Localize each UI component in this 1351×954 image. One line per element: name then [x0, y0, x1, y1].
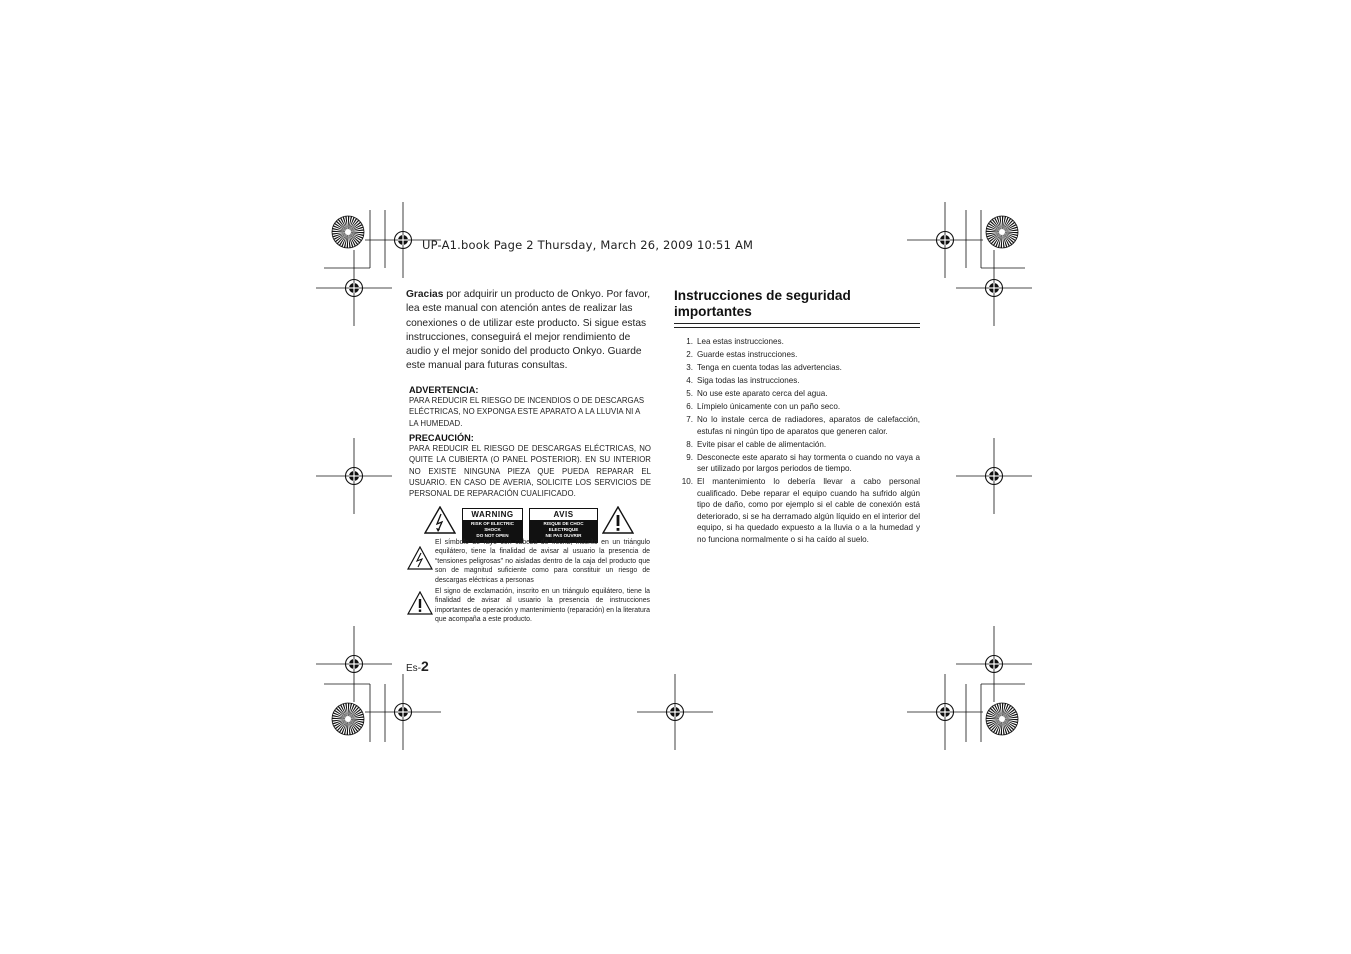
safety-item	[674, 452, 920, 475]
safety-item-number: 7.	[686, 415, 693, 424]
title-rule-thin	[674, 327, 920, 328]
safety-item-number: 10.	[681, 477, 693, 486]
safety-item-number: 6.	[686, 402, 693, 411]
page-digit: 2	[421, 658, 429, 674]
safety-item	[674, 439, 920, 451]
warning-body: PARA REDUCIR EL RIESGO DE INCENDIOS O DE DESCARGAS ELÉCTRICAS, NO EXPONGA ESTE APARATO A LA LLUVIA NI A LA HUMEDAD.	[409, 396, 645, 428]
safety-item	[674, 401, 920, 413]
safety-item-text: Desconecte este aparato si hay tormenta o cuando no vaya a ser utilizado por largos periodos de tiempo.	[697, 452, 920, 473]
section-title: Instrucciones de seguridad importantes	[674, 288, 851, 319]
safety-item-text: No lo instale cerca de radiadores, aparatos de calefacción, estufas ni ningún tipo de aparatos que generen calor.	[697, 415, 920, 436]
exclamation-symbol-icon	[407, 591, 433, 615]
safety-item	[674, 349, 920, 361]
intro-lead: Gracias	[406, 289, 444, 300]
caution-block	[409, 433, 651, 499]
safety-item-number: 3.	[686, 363, 693, 372]
safety-item-number: 9.	[686, 452, 693, 462]
avis-label-line2: NE PAS OUVRIR	[545, 533, 582, 539]
safety-item-text: Lea estas instrucciones.	[697, 337, 784, 346]
print-header-line: UP-A1.book Page 2 Thursday, March 26, 2009 10:51 AM	[422, 238, 754, 252]
safety-item	[674, 388, 920, 400]
safety-item	[674, 414, 920, 437]
title-rule-thick	[674, 323, 920, 324]
safety-item-number: 1.	[686, 337, 693, 346]
safety-item	[674, 336, 920, 348]
intro-paragraph	[406, 288, 652, 374]
safety-item-text: Siga todas las instrucciones.	[697, 376, 800, 385]
safety-item	[674, 375, 920, 387]
page-number	[406, 658, 429, 674]
lightning-triangle-icon	[424, 506, 456, 534]
safety-item-text: Límpielo únicamente con un paño seco.	[697, 402, 841, 411]
caution-body: PARA REDUCIR EL RIESGO DE DESCARGAS ELÉCTRICAS, NO QUITE LA CUBIERTA (O PANEL POSTERIOR). EN SU INTERIOR NO EXISTE NINGUNA PIEZA QUE PUEDA REPARAR EL USUARIO. EN CASO DE AVERIA, SOLICITE LOS SERVICIOS DE PERSONAL DE REPARACIÓN CUALIFICADO.	[409, 444, 651, 499]
warning-block	[409, 385, 651, 429]
warning-title: ADVERTENCIA:	[409, 385, 479, 395]
warning-label-line2: DO NOT OPEN	[476, 533, 509, 539]
safety-item-number: 8.	[686, 439, 693, 449]
lightning-symbol-text: El símbolo de rayo con cabeza de flecha, inscrito en un triángulo equilátero, tiene la finalidad de avisar al usuario la presencia de “tensiones peligrosas” no aisladas dentro de la caja del producto que son de magnitud suficiente como para constituir un riesgo de descargas eléctricas a personas	[435, 539, 650, 584]
safety-item-text: Guarde estas instrucciones.	[697, 350, 798, 359]
exclamation-triangle-icon	[602, 506, 634, 534]
warning-label-top: WARNING	[471, 510, 514, 519]
page-prefix: Es-	[406, 663, 421, 674]
warning-label-line1: RISK OF ELECTRIC SHOCK	[471, 521, 514, 533]
safety-item-text: Tenga en cuenta todas las advertencias.	[697, 363, 842, 372]
safety-item-number: 5.	[686, 389, 693, 398]
safety-item-text: Evite pisar el cable de alimentación.	[697, 439, 827, 449]
exclamation-symbol-text: El signo de exclamación, inscrito en un triángulo equilátero, tiene la finalidad de avisar al usuario la presencia de instrucciones importantes de operación y mantenimiento (reparación) en la literatura que acompaña a este producto.	[435, 588, 650, 624]
safety-item-number: 4.	[686, 376, 693, 385]
safety-item-number: 2.	[686, 350, 693, 359]
safety-item	[674, 362, 920, 374]
avis-label-top: AVIS	[553, 510, 574, 519]
avis-label-line1: RISQUE DE CHOC ELECTRIQUE	[543, 521, 584, 533]
safety-instructions-list	[674, 336, 920, 547]
caution-title: PRECAUCIÓN:	[409, 433, 474, 443]
safety-item-text: El mantenimiento lo debería llevar a cabo personal cualificado. Debe reparar el equipo cuando ha sufrido algún tipo de daño, como por ejemplo si el cable de conexión está deteriorado, si se ha derramado algún líquido en el interior del equipo, si ha quedado expuesto a la lluvia o a la humedad y no funciona normalmente o si ha caído al suelo.	[697, 477, 920, 544]
lightning-symbol-icon	[407, 546, 433, 570]
safety-item-text: No use este aparato cerca del agua.	[697, 389, 828, 398]
safety-item	[674, 476, 920, 545]
intro-text: por adquirir un producto de Onkyo. Por favor, lea este manual con atención antes de realizar las conexiones o de utilizar este producto. Si sigue estas instrucciones, conseguirá el mejor rendimiento de audio y el mejor sonido del producto Onkyo. Guarde este manual para futuras consultas.	[406, 289, 651, 372]
